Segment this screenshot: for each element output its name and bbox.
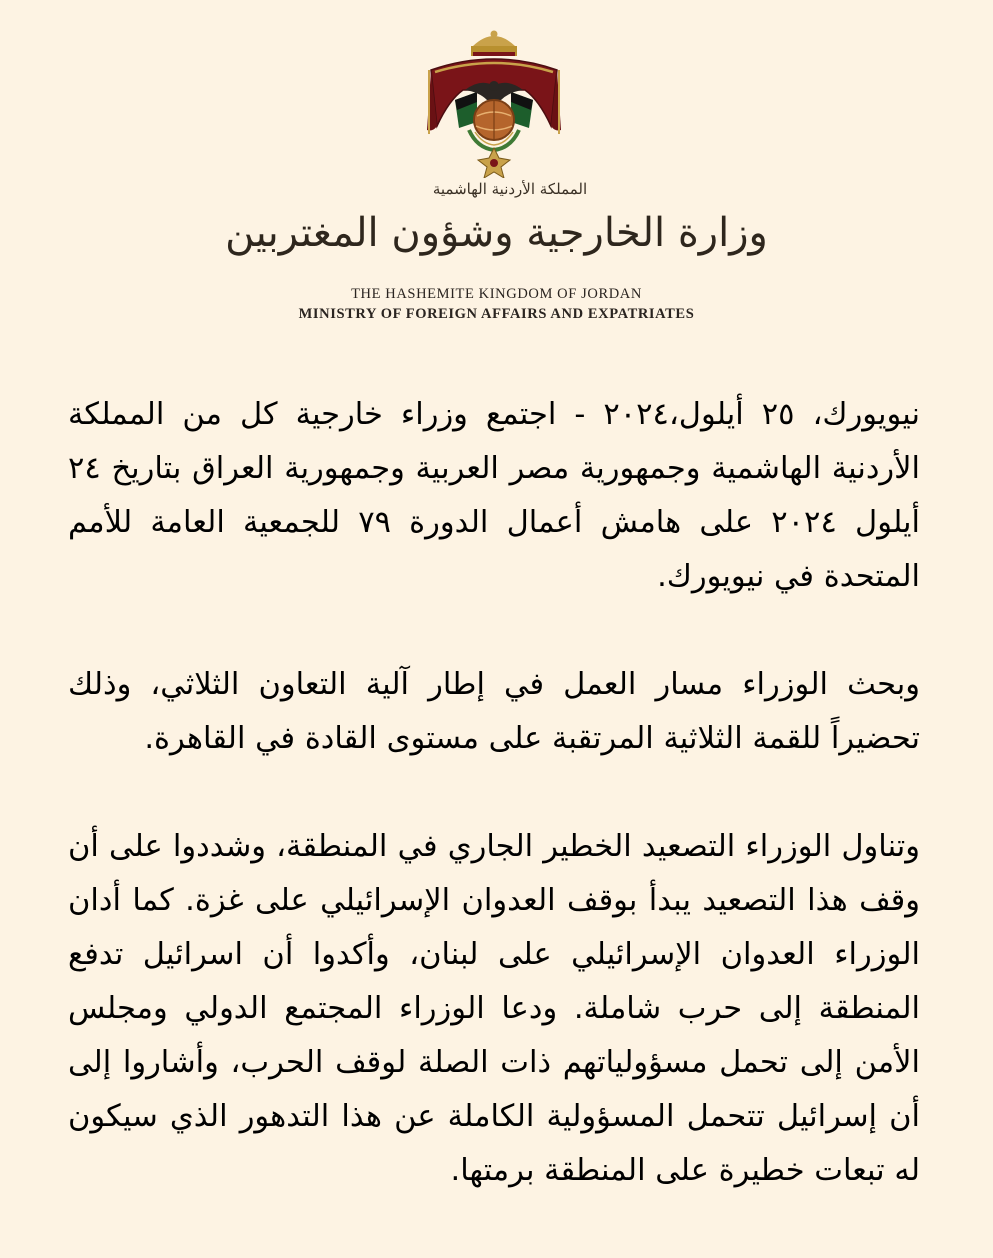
royal-coat-of-arms-icon [421,30,567,178]
english-ministry-title: MINISTRY OF FOREIGN AFFAIRS AND EXPATRIATES [298,306,695,322]
english-kingdom-title: THE HASHEMITE KINGDOM OF JORDAN [351,286,642,302]
paragraph-meeting: نيويورك، ٢٥ أيلول،٢٠٢٤ - اجتمع وزراء خارجية كل من المملكة الأردنية الهاشمية وجمهورية مصر العربية وجمهورية العراق بتاريخ ٢٤ أيلول ٢٠٢٤ على هامش أعمال الدورة ٧٩ للجمعية العامة للأمم المتحدة في نيويورك. [68,397,921,594]
crown-icon [471,31,517,57]
paragraph-escalation: وتناول الوزراء التصعيد الخطير الجاري في المنطقة، وشددوا على أن وقف هذا التصعيد يبدأ بوقف العدوان الإسرائيلي على غزة. كما أدان الوزراء العدوان الإسرائيلي على لبنان، وأكدوا أن اسرائيل تدفع المنطقة إلى حرب شاملة. ودعا الوزراء المجتمع الدولي ومجلس الأمن إلى تحمل مسؤولياتهم ذات الصلة لوقف الحرب، وأشاروا إلى أن إسرائيل تتحمل المسؤولية الكاملة عن هذا التدهور الذي سيكون له تبعات خطيرة على المنطقة برمتها. [68,829,920,1188]
arabic-kingdom-title: المملكة الأردنية الهاشمية [432,180,588,198]
arabic-ministry-title: وزارة الخارجية وشؤون المغتربين [225,210,768,256]
paragraph-trilateral-mechanism: وبحث الوزراء مسار العمل في إطار آلية التعاون الثلاثي، وذلك تحضيراً للقمة الثلاثية المرتقبة على مستوى القادة في القاهرة. [68,667,920,756]
order-star-icon [478,148,510,178]
ministry-letterhead [0,0,993,340]
press-release-body [68,388,920,1252]
